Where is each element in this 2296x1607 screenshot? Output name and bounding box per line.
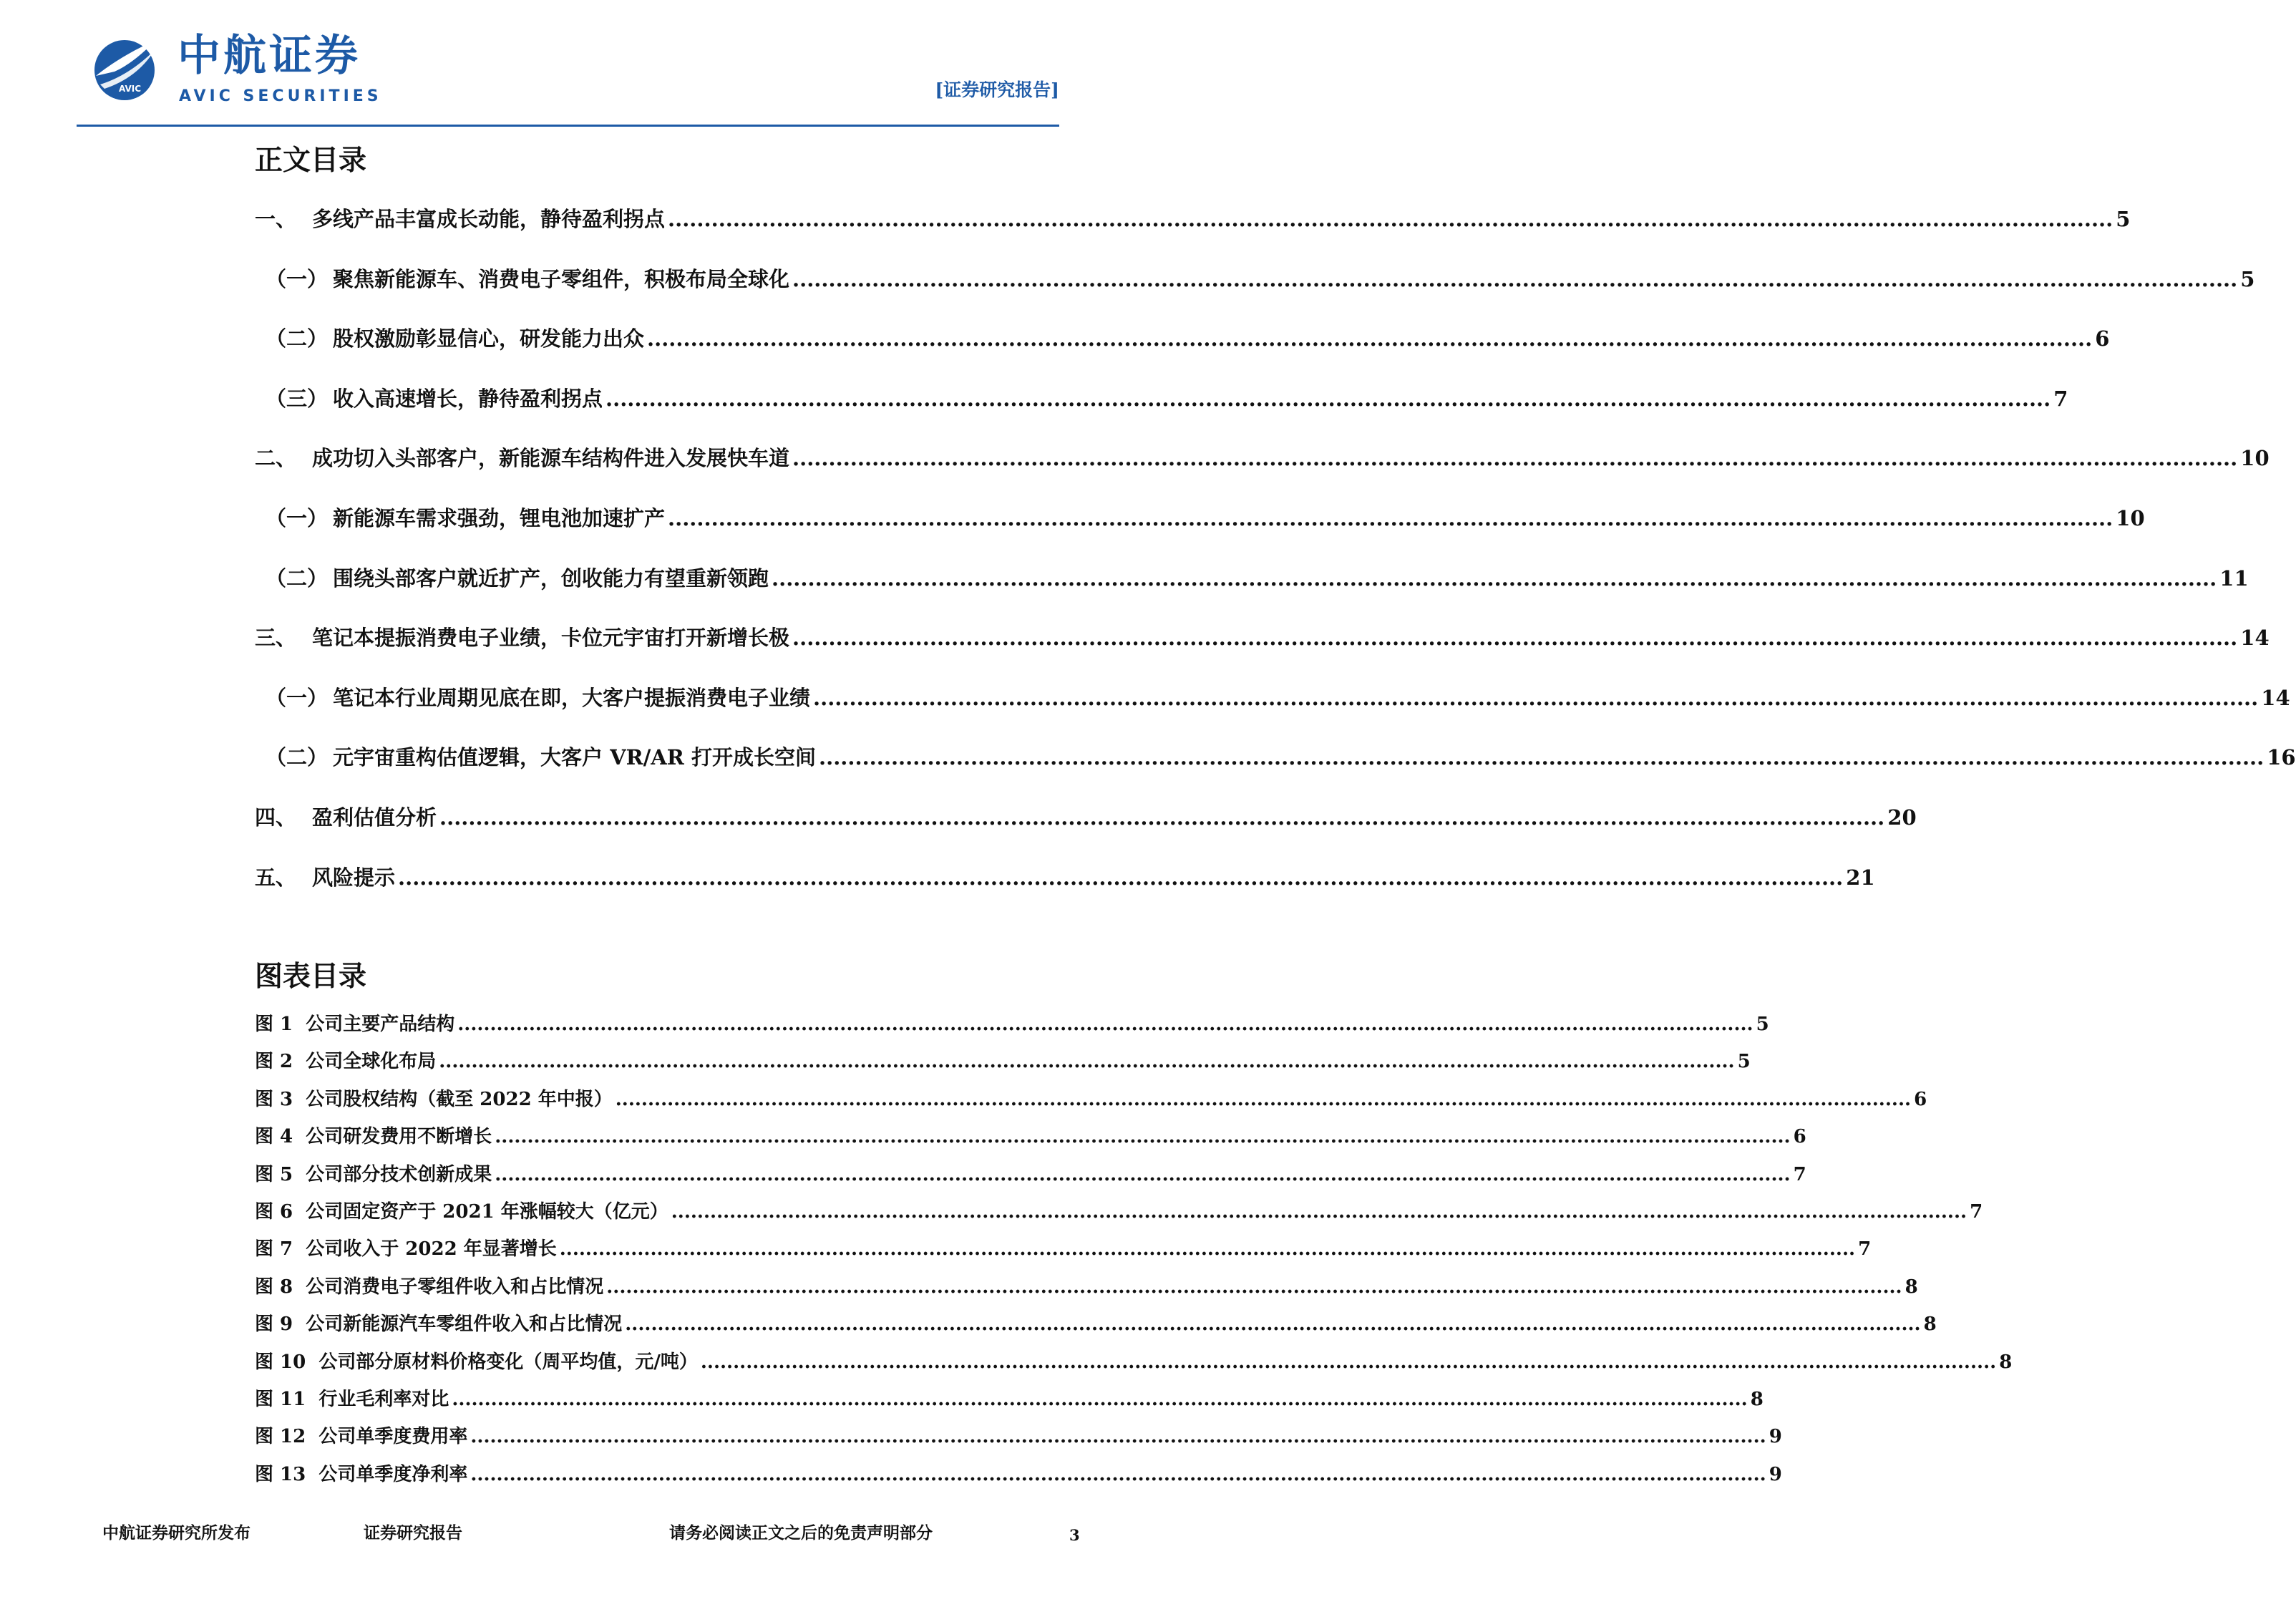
- figure-entry-title: 图 8 公司消费电子零组件收入和占比情况: [255, 1276, 604, 1298]
- report-type-tag: [证券研究报告]: [935, 79, 1059, 100]
- toc-entry[interactable]: [266, 745, 2296, 769]
- figure-leader-dots: ........................................................................................................................................................................................................: [671, 1201, 1967, 1223]
- figure-entry-page: 8: [1750, 1389, 1764, 1410]
- toc-entry-page: 16: [2267, 745, 2296, 769]
- toc-leader-dots: ........................................................................................................................................................................................................: [792, 446, 2238, 470]
- page-header: [0, 0, 1136, 129]
- figure-entry[interactable]: [255, 1351, 2013, 1373]
- figure-entry[interactable]: [255, 1051, 1751, 1072]
- toc-entry-page: 14: [2261, 686, 2290, 710]
- figure-entry-page: 9: [1769, 1464, 1782, 1485]
- figure-leader-dots: ........................................................................................................................................................................................................: [470, 1464, 1766, 1485]
- figure-entry-title: 图 11 行业毛利率对比: [255, 1389, 449, 1410]
- toc-entry-title: 元宇宙重构估值逻辑，大客户 VR/AR 打开成长空间: [333, 745, 816, 769]
- figure-list-title: 图表目录: [255, 960, 367, 993]
- toc-entry-page: 5: [2240, 267, 2255, 291]
- toc-entry-number: （二）: [266, 566, 329, 591]
- figure-leader-dots: ........................................................................................................................................................................................................: [495, 1164, 1791, 1185]
- figure-entry-title: 图 7 公司收入于 2022 年显著增长: [255, 1238, 557, 1260]
- brand-name-en: AVIC SECURITIES: [179, 87, 382, 105]
- toc-leader-dots: ........................................................................................................................................................................................................: [439, 805, 1885, 830]
- toc-entry-title: 风险提示: [312, 865, 396, 890]
- toc-entry-page: 11: [2219, 566, 2249, 591]
- toc-entry-number: 五、: [255, 865, 297, 890]
- svg-text:AVIC: AVIC: [119, 84, 142, 94]
- figure-entry[interactable]: [255, 1238, 1872, 1260]
- toc-entry-title: 笔记本行业周期见底在即，大客户提振消费电子业绩: [333, 686, 811, 710]
- brand-name-cn: 中航证券: [177, 31, 361, 81]
- toc-entry[interactable]: [266, 566, 2249, 591]
- figure-entry[interactable]: [255, 1426, 1782, 1447]
- toc-entry[interactable]: [266, 506, 2145, 530]
- figure-entry-title: 图 6 公司固定资产于 2021 年涨幅较大（亿元）: [255, 1201, 668, 1223]
- figure-leader-dots: ........................................................................................................................................................................................................: [470, 1426, 1766, 1447]
- toc-entry-title: 新能源车需求强劲，锂电池加速扩产: [333, 506, 666, 530]
- toc-entry-number: （二）: [266, 326, 329, 351]
- toc-entry[interactable]: [255, 805, 1917, 830]
- toc-entry[interactable]: [255, 207, 2131, 231]
- figure-entry[interactable]: [255, 1089, 1927, 1110]
- figure-entry-title: 图 2 公司全球化布局: [255, 1051, 437, 1072]
- toc-leader-dots: ........................................................................................................................................................................................................: [772, 566, 2217, 591]
- toc-entry-number: 二、: [255, 446, 297, 470]
- toc-entry[interactable]: [255, 446, 2270, 470]
- avic-logo-icon: [90, 34, 159, 103]
- figure-entry-page: 6: [1793, 1126, 1806, 1147]
- figure-entry[interactable]: [255, 1314, 1937, 1335]
- figure-entry[interactable]: [255, 1201, 1983, 1223]
- toc-entry-title: 笔记本提振消费电子业绩，卡位元宇宙打开新增长极: [312, 626, 790, 650]
- toc-entry-title: 收入高速增长，静待盈利拐点: [333, 387, 603, 411]
- toc-leader-dots: ........................................................................................................................................................................................................: [792, 626, 2238, 650]
- figure-entry-page: 8: [1923, 1314, 1937, 1335]
- toc-entry-page: 10: [2116, 506, 2145, 530]
- toc-leader-dots: ........................................................................................................................................................................................................: [647, 326, 2093, 351]
- toc-entry[interactable]: [266, 267, 2255, 291]
- figure-entry-page: 5: [1737, 1051, 1751, 1072]
- toc-entry-page: 5: [2116, 207, 2131, 231]
- footer-disclaimer: 请务必阅读正文之后的免责声明部分: [669, 1523, 933, 1543]
- figure-leader-dots: ........................................................................................................................................................................................................: [700, 1351, 1997, 1373]
- toc-entry[interactable]: [266, 326, 2110, 351]
- footer-report-type: 证券研究报告: [364, 1523, 462, 1543]
- figure-entry-title: 图 13 公司单季度净利率: [255, 1464, 468, 1485]
- toc-entry-page: 14: [2240, 626, 2270, 650]
- toc-leader-dots: ........................................................................................................................................................................................................: [605, 387, 2051, 411]
- toc-entry-number: （一）: [266, 506, 329, 530]
- figure-entry-page: 7: [1793, 1164, 1806, 1185]
- toc-entry-number: 三、: [255, 626, 297, 650]
- figure-leader-dots: ........................................................................................................................................................................................................: [559, 1238, 1856, 1260]
- toc-entry-title: 围绕头部客户就近扩产，创收能力有望重新领跑: [333, 566, 769, 591]
- toc-entry-number: 一、: [255, 207, 297, 231]
- toc-entry-title: 多线产品丰富成长动能，静待盈利拐点: [312, 207, 666, 231]
- header-divider: [77, 125, 1059, 127]
- toc-entry-title: 聚焦新能源车、消费电子零组件，积极布局全球化: [333, 267, 790, 291]
- figure-leader-dots: ........................................................................................................................................................................................................: [439, 1051, 1735, 1072]
- figure-entry-title: 图 9 公司新能源汽车零组件收入和占比情况: [255, 1314, 623, 1335]
- figure-leader-dots: ........................................................................................................................................................................................................: [625, 1314, 1921, 1335]
- footer-publisher: 中航证券研究所发布: [102, 1523, 250, 1543]
- figure-entry-title: 图 1 公司主要产品结构: [255, 1014, 455, 1035]
- figure-entry[interactable]: [255, 1464, 1782, 1485]
- figure-entry-page: 8: [1905, 1276, 1918, 1298]
- toc-entry[interactable]: [266, 686, 2290, 710]
- toc-leader-dots: ........................................................................................................................................................................................................: [813, 686, 2259, 710]
- toc-entry[interactable]: [255, 626, 2270, 650]
- figure-entry-page: 7: [1858, 1238, 1872, 1260]
- figure-entry-page: 9: [1769, 1426, 1782, 1447]
- figure-entry-page: 6: [1914, 1089, 1927, 1110]
- toc-entry-title: 成功切入头部客户，新能源车结构件进入发展快车道: [312, 446, 790, 470]
- figure-entry[interactable]: [255, 1014, 1769, 1035]
- figure-entry-page: 7: [1970, 1201, 1983, 1223]
- figure-leader-dots: ........................................................................................................................................................................................................: [615, 1089, 1912, 1110]
- figure-leader-dots: ........................................................................................................................................................................................................: [495, 1126, 1791, 1147]
- figure-entry-title: 图 10 公司部分原材料价格变化（周平均值，元/吨）: [255, 1351, 698, 1373]
- toc-entry-number: （一）: [266, 267, 329, 291]
- figure-entry[interactable]: [255, 1389, 1764, 1410]
- toc-leader-dots: ........................................................................................................................................................................................................: [398, 865, 1844, 890]
- toc-entry-page: 20: [1887, 805, 1917, 830]
- toc-entry-page: 6: [2095, 326, 2110, 351]
- figure-entry-title: 图 4 公司研发费用不断增长: [255, 1126, 492, 1147]
- figure-entry-title: 图 12 公司单季度费用率: [255, 1426, 468, 1447]
- toc-entry-page: 10: [2240, 446, 2270, 470]
- toc-entry-number: 四、: [255, 805, 297, 830]
- toc-leader-dots: ........................................................................................................................................................................................................: [819, 745, 2265, 769]
- toc-entry-number: （二）: [266, 745, 329, 769]
- figure-entry-page: 5: [1756, 1014, 1769, 1035]
- toc-entry-title: 盈利估值分析: [312, 805, 437, 830]
- figure-entry[interactable]: [255, 1164, 1806, 1185]
- figure-entry[interactable]: [255, 1276, 1918, 1298]
- figure-leader-dots: ........................................................................................................................................................................................................: [452, 1389, 1748, 1410]
- toc-leader-dots: ........................................................................................................................................................................................................: [668, 506, 2113, 530]
- toc-entry-page: 7: [2053, 387, 2068, 411]
- toc-leader-dots: ........................................................................................................................................................................................................: [668, 207, 2113, 231]
- toc-entry-page: 21: [1846, 865, 1875, 890]
- page-footer: [0, 1525, 1136, 1568]
- figure-entry-title: 图 5 公司部分技术创新成果: [255, 1164, 492, 1185]
- toc-entry-number: （三）: [266, 387, 329, 411]
- figure-entry-page: 8: [1999, 1351, 2013, 1373]
- page-number: 3: [1069, 1526, 1080, 1544]
- toc-leader-dots: ........................................................................................................................................................................................................: [792, 267, 2238, 291]
- figure-entry[interactable]: [255, 1126, 1806, 1147]
- toc-entry[interactable]: [266, 387, 2068, 411]
- figure-entry-title: 图 3 公司股权结构（截至 2022 年中报）: [255, 1089, 613, 1110]
- figure-leader-dots: ........................................................................................................................................................................................................: [457, 1014, 1753, 1035]
- toc-title: 正文目录: [255, 144, 367, 177]
- figure-leader-dots: ........................................................................................................................................................................................................: [606, 1276, 1902, 1298]
- toc-entry-title: 股权激励彰显信心，研发能力出众: [333, 326, 645, 351]
- toc-entry-number: （一）: [266, 686, 329, 710]
- toc-entry[interactable]: [255, 865, 1875, 890]
